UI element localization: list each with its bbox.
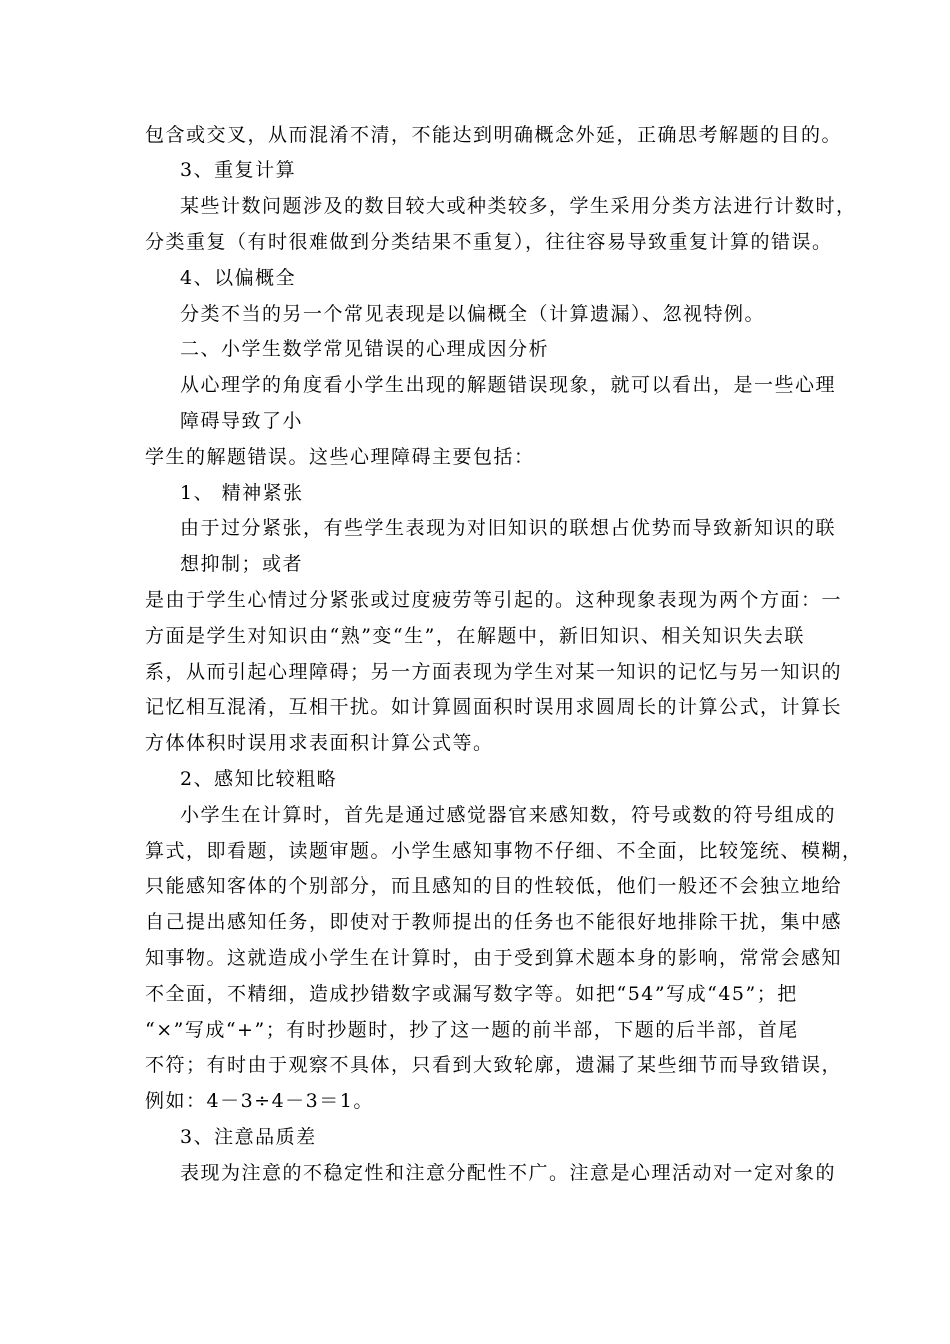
text-line: 方面是学生对知识由“熟”变“生”，在解题中，新旧知识、相关知识失去联: [145, 625, 805, 647]
text-line: 不符；有时由于观察不具体，只看到大致轮廓，遗漏了某些细节而导致错误，: [145, 1054, 843, 1076]
text-line: 学生的解题错误。这些心理障碍主要包括：: [145, 446, 535, 468]
text-line: 不全面，不精细，造成抄错数字或漏写数字等。如把“54”写成“45”；把: [145, 983, 798, 1005]
text-line: 包含或交叉，从而混淆不清，不能达到明确概念外延，正确思考解题的目的。: [145, 124, 843, 146]
section-heading: 2、感知比较粗略: [180, 768, 338, 790]
section-heading: 3、注意品质差: [180, 1126, 317, 1148]
text-line: 算式，即看题，读题审题。小学生感知事物不仔细、不全面，比较笼统、模糊，: [145, 840, 863, 862]
text-line: 方体体积时误用求表面积计算公式等。: [145, 732, 494, 754]
text-line: 分类不当的另一个常见表现是以偏概全（计算遗漏）、忽视特例。: [180, 303, 766, 325]
text-line: 由于过分紧张，有些学生表现为对旧知识的联想占优势而导致新知识的联: [180, 517, 837, 539]
section-heading: 4、以偏概全: [180, 267, 297, 289]
text-line: 某些计数问题涉及的数目较大或种类较多，学生采用分类方法进行计数时，: [180, 195, 857, 217]
section-heading: 1、 精神紧张: [180, 482, 304, 504]
text-line: 表现为注意的不稳定性和注意分配性不广。注意是心理活动对一定对象的: [180, 1162, 837, 1184]
chapter-heading: 二、小学生数学常见错误的心理成因分析: [180, 338, 550, 360]
text-line: 自己提出感知任务，即使对于教师提出的任务也不能很好地排除干扰，集中感: [145, 911, 843, 933]
text-line: 知事物。这就造成小学生在计算时，由于受到算术题本身的影响，常常会感知: [145, 947, 843, 969]
text-line: 系，从而引起心理障碍；另一方面表现为学生对某一知识的记忆与另一知识的: [145, 661, 843, 683]
text-line: 小学生在计算时，首先是通过感觉器官来感知数，符号或数的符号组成的: [180, 804, 837, 826]
text-line: 是由于学生心情过分紧张或过度疲劳等引起的。这种现象表现为两个方面：一: [145, 589, 843, 611]
text-line: 例如：4－3÷4－3＝1。: [145, 1090, 374, 1112]
text-line: 从心理学的角度看小学生出现的解题错误现象，就可以看出，是一些心理: [180, 374, 837, 396]
text-line: 记忆相互混淆，互相干扰。如计算圆面积时误用求圆周长的计算公式，计算长: [145, 696, 843, 718]
text-line: 障碍导致了小: [180, 410, 304, 432]
text-line: 想抑制；或者: [180, 553, 304, 575]
text-line: 只能感知客体的个别部分，而且感知的目的性较低，他们一般还不会独立地给: [145, 875, 843, 897]
text-line: 分类重复（有时很难做到分类结果不重复），往往容易导致重复计算的错误。: [145, 231, 833, 253]
section-heading: 3、重复计算: [180, 159, 297, 181]
text-line: “×”写成“+”；有时抄题时，抄了这一题的前半部，下题的后半部，首尾: [145, 1019, 799, 1041]
